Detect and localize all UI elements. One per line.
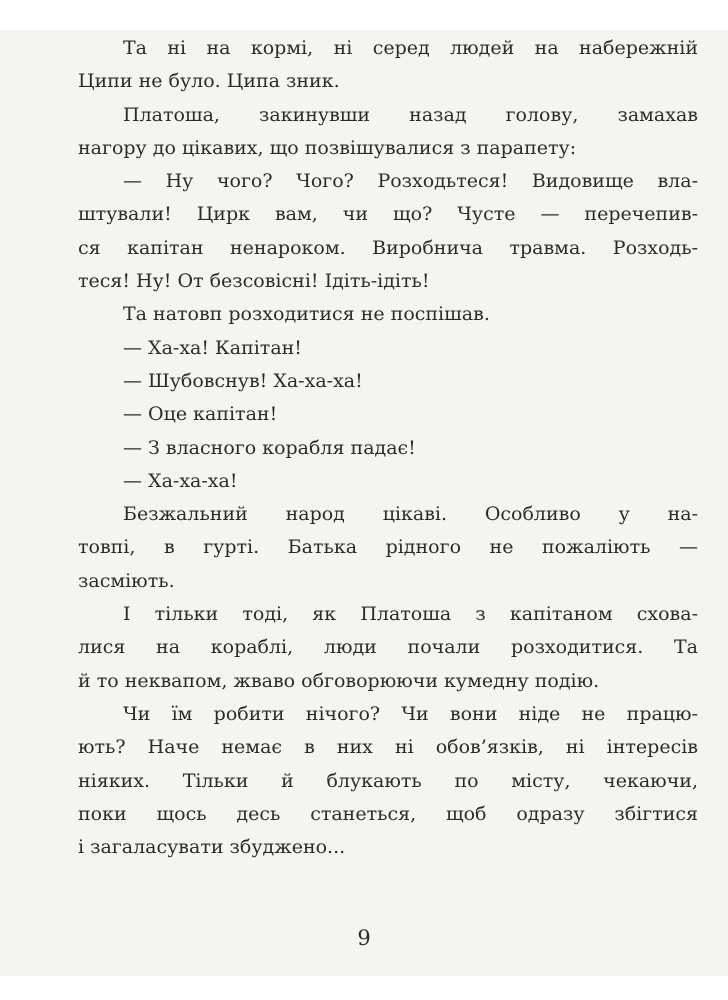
book-page	[0, 30, 728, 976]
text-line: — З власного корабля падає!	[123, 436, 416, 459]
text-line: засміють.	[78, 569, 175, 592]
text-line: Та ні на кормі, ні серед людей на набережній	[123, 37, 698, 59]
page-number: 9	[357, 926, 371, 950]
text-line: — Ну чого? Чого? Розходьтеся! Видовище вла-	[123, 170, 698, 193]
body-text	[78, 32, 698, 864]
text-line: І тільки тоді, як Платоша з капітаном схова-	[123, 603, 698, 626]
text-line: штували! Цирк вам, чи що? Чусте — перечепив-	[78, 203, 698, 226]
text-line: теся! Ну! От безсовісні! Ідіть-ідіть!	[78, 270, 430, 293]
text-line: Чи їм робити нічого? Чи вони ніде не працю-	[123, 702, 698, 725]
text-line: Безжальний народ цікаві. Особливо у на-	[123, 503, 698, 526]
text-line: Та натовп розходитися не поспішав.	[123, 303, 490, 326]
text-line: Ципи не було. Ципа зник.	[78, 70, 340, 93]
text-line: й то неквапом, жваво обговорюючи кумедну подію.	[78, 669, 600, 692]
text-line: — Шубовснув! Ха-ха-ха!	[123, 369, 363, 392]
text-line: — Ха-ха! Капітан!	[123, 336, 302, 359]
text-line: лися на кораблі, люди почали розходитися. Та	[78, 636, 698, 659]
text-line: поки щось десь станеться, щоб одразу збігтися	[78, 802, 698, 825]
text-line: ся капітан ненароком. Виробнича травма. Розходь-	[78, 236, 698, 259]
text-line: — Ха-ха-ха!	[123, 469, 238, 492]
text-line: — Оце капітан!	[123, 403, 278, 426]
text-line: і загаласувати збуджено...	[78, 836, 346, 859]
text-line: товпі, в гурті. Батька рідного не пожаліють —	[78, 536, 698, 559]
text-line: ють? Наче немає в них ні обов’язків, ні інтересів	[78, 736, 698, 759]
text-line: Платоша, закинувши назад голову, замахав	[123, 103, 698, 126]
text-line: ніяких. Тільки й блукають по місту, чекаючи,	[78, 769, 698, 792]
text-line: нагору до цікавих, що позвішувалися з парапету:	[78, 136, 577, 159]
